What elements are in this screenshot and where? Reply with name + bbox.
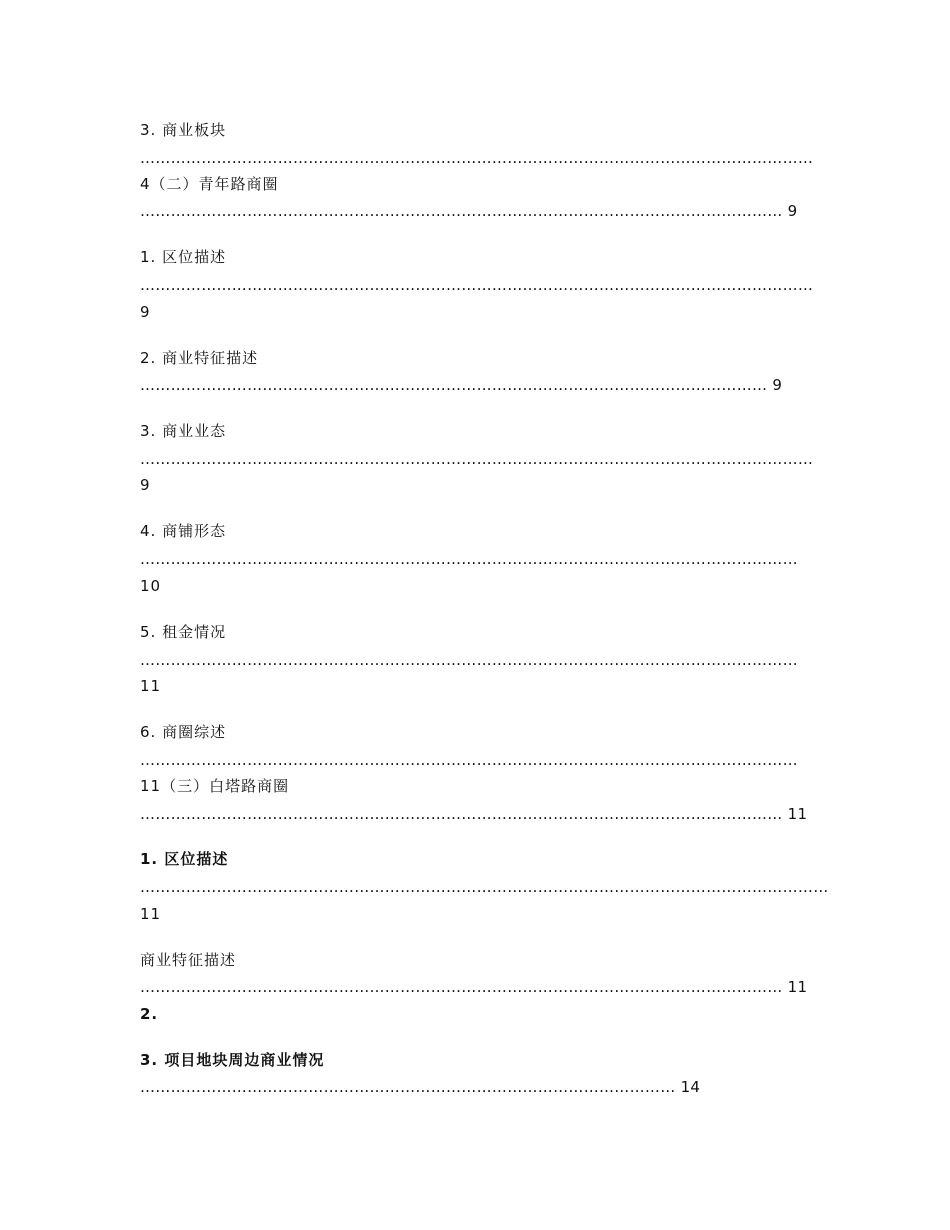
toc-entry-title: 6. 商圈综述 (140, 723, 227, 741)
toc-leader-dots: …………………………………………………………………………………………………………………… (140, 149, 814, 167)
toc-leader-dots: ……………………………………………………………………………………………………………………… (140, 878, 829, 896)
toc-entry-number: 2. (140, 1005, 159, 1023)
toc-entry-title: 3. 商业板块 (140, 121, 227, 139)
toc-page-number: 11 (140, 905, 162, 923)
toc-entry-title: 4. 商铺形态 (140, 522, 227, 540)
toc-page-number: 11 (140, 677, 162, 695)
toc-entry-title: 3. 商业业态 (140, 422, 227, 440)
toc-leader-dots: …………………………………………………………………………………………………………………… (140, 276, 814, 294)
toc-leader-dots: ………………………………………………………………………………………………………………… (140, 550, 798, 568)
toc-page-number: 9 (140, 476, 151, 494)
toc-entry-title: 1. 区位描述 (140, 850, 229, 868)
toc-leader-dots: ……………………………………………………………………………………………………………… 11 (140, 805, 808, 823)
toc-leader-dots: ………………………………………………………………………………………………………………… (140, 751, 798, 769)
toc-entry-title: 11（三）白塔路商圈 (140, 777, 290, 795)
toc-entry-title: 商业特征描述 (140, 951, 237, 969)
toc-page-number: 10 (140, 577, 162, 595)
toc-leader-dots: ……………………………………………………………………………………………………………… 9 (140, 202, 798, 220)
toc-entry-title: 2. 商业特征描述 (140, 349, 259, 367)
toc-entry-title: 5. 租金情况 (140, 623, 227, 641)
toc-leader-dots: ……………………………………………………………………………………………………………… 11 (140, 978, 808, 996)
toc-leader-dots: …………………………………………………………………………………………………………………… (140, 450, 814, 468)
toc-entry-title: 3. 项目地块周边商业情况 (140, 1051, 325, 1069)
toc-leader-dots: …………………………………………………………………………………………… 14 (140, 1078, 701, 1096)
toc-page-number: 9 (140, 303, 151, 321)
toc-entry-title: 4（二）青年路商圈 (140, 175, 279, 193)
toc-leader-dots: ………………………………………………………………………………………………………………… (140, 651, 798, 669)
toc-leader-dots: …………………………………………………………………………………………………………… 9 (140, 376, 783, 394)
toc-entry-title: 1. 区位描述 (140, 248, 227, 266)
